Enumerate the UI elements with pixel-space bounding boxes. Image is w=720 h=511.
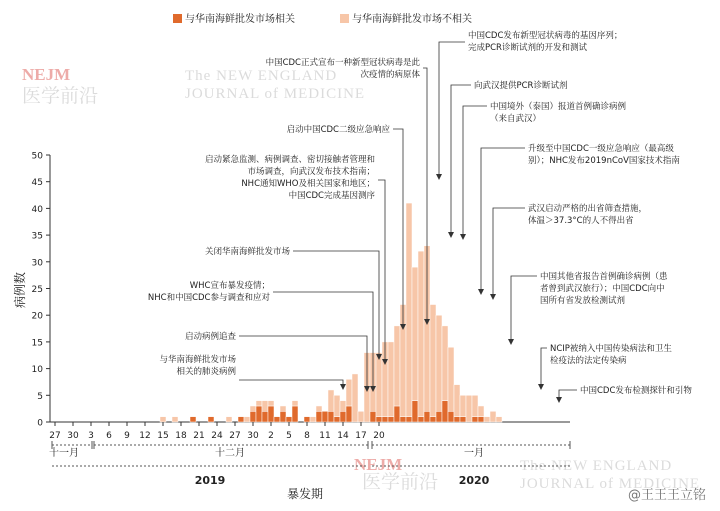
bar-related: [208, 417, 214, 422]
bar-unrelated: [460, 395, 466, 416]
bar-unrelated: [376, 353, 382, 417]
annotation-text: 关闭华南海鲜批发市场: [204, 247, 290, 257]
bar-related: [382, 417, 388, 422]
nejm-watermark-top: [22, 65, 365, 107]
bar-related: [280, 411, 286, 422]
annotation-text: 升级至中国CDC一级应急响应（最高级: [528, 144, 674, 154]
legend-swatch-related: [173, 14, 182, 23]
nejm-cn-bottom: 医学前沿: [362, 471, 439, 493]
annotation-text: 中国CDC发布检测探针和引物: [580, 386, 692, 396]
bar-unrelated: [496, 417, 502, 422]
annotation: [538, 343, 672, 390]
annotation-text: 中国其他省报告首例确诊病例（患: [540, 272, 668, 282]
bar-unrelated: [478, 406, 484, 417]
bar-related: [436, 411, 442, 422]
bar-unrelated: [358, 411, 364, 422]
bar-related: [454, 417, 460, 422]
x-tick-label: 17: [355, 431, 367, 441]
annotation-arrowhead: [508, 339, 514, 345]
x-tick-label: 5: [286, 431, 292, 441]
y-tick-label: 25: [31, 285, 43, 295]
annotation-arrowhead: [448, 232, 454, 238]
bar-related: [268, 406, 274, 422]
bar-unrelated: [466, 395, 472, 422]
bar-related: [406, 417, 412, 422]
bar-unrelated: [442, 326, 448, 401]
month-label-nov: 十一月: [49, 448, 79, 459]
bar-related: [478, 417, 484, 422]
annotation-arrowhead: [340, 384, 346, 390]
annotation-leader: [393, 129, 403, 325]
x-axis-label: 暴发期: [286, 487, 324, 501]
annotation-arrowhead: [478, 289, 484, 295]
annotation-leader: [239, 380, 343, 385]
x-tick-label: 20: [373, 431, 385, 441]
annotation-text: 中国CDC完成基因测序: [288, 191, 375, 201]
annotation-arrowhead: [490, 294, 496, 300]
legend-swatch-unrelated: [340, 14, 349, 23]
bar-related: [238, 417, 244, 422]
y-tick-label: 20: [31, 311, 43, 322]
bar-unrelated: [310, 417, 316, 422]
bar-unrelated: [262, 401, 268, 412]
annotation-text: 别）；NHC发布2019nCoV国家技术指南: [528, 156, 680, 166]
y-tick-label: 0: [37, 418, 43, 429]
bar-related: [316, 411, 322, 422]
y-tick-label: 50: [31, 151, 43, 162]
x-tick-label: 3: [88, 431, 94, 441]
annotation: [205, 246, 382, 360]
legend-label-related: 与华南海鲜批发市场相关: [185, 14, 295, 25]
bar-unrelated: [226, 417, 232, 422]
bar-related: [250, 411, 256, 422]
x-tick-label: 27: [49, 431, 61, 441]
legend-label-unrelated: 与华南海鲜批发市场不相关: [352, 14, 472, 25]
bar-unrelated: [490, 411, 496, 422]
bar-unrelated: [436, 315, 442, 411]
bar-related: [340, 411, 346, 422]
bar-unrelated: [292, 401, 298, 406]
x-tick-label: 18: [175, 431, 187, 441]
annotation-text: 启动病例追查: [184, 332, 236, 342]
bar-unrelated: [352, 374, 358, 422]
x-tick-label: 21: [193, 431, 205, 441]
annotation-leader: [439, 42, 465, 175]
annotation-arrowhead: [556, 397, 562, 403]
annotation-leader: [273, 292, 373, 387]
bar-related: [394, 406, 400, 422]
bar-related: [448, 411, 454, 422]
annotation-leader: [293, 251, 379, 355]
annotation-text: 中国CDC发布新型冠状病毒的基因序列；: [468, 31, 623, 41]
bar-unrelated: [412, 267, 418, 401]
bar-related: [430, 417, 436, 422]
y-tick-label: 5: [37, 391, 43, 402]
bar-related: [370, 411, 376, 422]
x-tick-label: 8: [304, 431, 310, 441]
bar-unrelated: [244, 417, 250, 422]
annotation-text: 次疫情的病原体: [360, 70, 420, 80]
bar-related: [328, 411, 334, 422]
bar-related: [190, 417, 196, 422]
journal-line2-bottom: JOURNAL of MEDICINE: [520, 476, 701, 492]
annotation-leader: [541, 348, 547, 385]
bar-unrelated: [316, 406, 322, 411]
y-tick-label: 10: [31, 365, 43, 376]
annotation: [508, 271, 668, 345]
x-tick-label: 9: [124, 431, 130, 441]
legend: [173, 12, 472, 25]
month-label-dec: 十二月: [215, 448, 245, 459]
journal-line1-top: The NEW ENGLAND: [185, 68, 338, 84]
bar-related: [460, 417, 466, 422]
bar-unrelated: [340, 401, 346, 412]
weibo-credit: @王王王立铭: [627, 488, 706, 503]
year-label-2019: 2019: [194, 474, 226, 487]
bar-related: [472, 417, 478, 422]
x-ticks: [49, 422, 385, 441]
annotation-leader: [559, 390, 577, 398]
bar-unrelated: [256, 401, 262, 406]
x-tick-label: 24: [211, 431, 223, 441]
annotation-text: 启动中国CDC二级应急响应: [286, 125, 390, 135]
bar-related: [442, 401, 448, 422]
x-tick-label: 30: [247, 431, 259, 441]
bar-unrelated: [328, 390, 334, 411]
bar-unrelated: [484, 417, 490, 422]
annotation-text: 中国境外（泰国）报道首例确诊病例: [490, 102, 627, 112]
nejm-cn-top: 医学前沿: [22, 85, 99, 107]
x-tick-label: 2: [268, 431, 274, 441]
annotation-leader: [451, 85, 471, 233]
bar-related: [262, 411, 268, 422]
bar-related: [412, 401, 418, 422]
bar-unrelated: [472, 395, 478, 416]
annotation-leader: [511, 276, 537, 340]
annotation-text: 体温＞37.3°C的人不得出省: [528, 216, 634, 226]
x-tick-label: 15: [157, 431, 169, 441]
y-tick-label: 45: [31, 178, 43, 189]
bar-related: [376, 417, 382, 422]
bar-unrelated: [160, 417, 166, 422]
bar-unrelated: [448, 347, 454, 411]
annotation-text: 武汉启动严格的出省筛查措施，: [528, 204, 648, 214]
annotation-text: 完成PCR诊断试剂的开发和测试: [468, 43, 587, 53]
x-tick-label: 30: [67, 431, 79, 441]
bar-unrelated: [280, 406, 286, 411]
bar-unrelated: [172, 417, 178, 422]
annotation-text: 者曾到武汉旅行）；中国CDC向中: [540, 284, 665, 294]
bar-related: [274, 417, 280, 422]
y-tick-label: 35: [31, 231, 43, 242]
annotation-text: （来自武汉）: [490, 114, 542, 124]
annotation-leader: [463, 106, 487, 235]
journal-line1-bottom: The NEW ENGLAND: [520, 458, 673, 474]
annotation-text: 检疫法的法定传染病: [550, 356, 627, 366]
bar-related: [334, 417, 340, 422]
y-tick-label: 30: [31, 258, 43, 269]
annotation-text: 与华南海鲜批发市场: [159, 355, 236, 365]
bar-unrelated: [250, 406, 256, 411]
annotation-text: WHC宣布暴发疫情；: [189, 281, 270, 291]
bar-related: [256, 406, 262, 422]
annotation-arrowhead: [460, 234, 466, 240]
annotation-arrowhead: [436, 174, 442, 180]
nejm-logo-top: NEJM: [22, 65, 71, 84]
bar-related: [346, 406, 352, 422]
bar-unrelated: [268, 401, 274, 406]
month-brackets: [52, 441, 570, 466]
bar-related: [400, 417, 406, 422]
bar-related: [424, 411, 430, 422]
y-ticks: [32, 152, 50, 429]
bar-related: [304, 417, 310, 422]
bar-unrelated: [394, 326, 400, 406]
annotation-leader: [493, 208, 525, 295]
month-label-jan: 一月: [464, 448, 484, 459]
y-tick-label: 40: [31, 204, 43, 215]
annotation-text: NCIP被纳入中国传染病法和卫生: [550, 344, 672, 354]
annotation-text: 相关的肺炎病例: [176, 367, 236, 377]
nejm-logo-bottom: NEJM: [354, 455, 403, 474]
year-label-2020: 2020: [458, 474, 490, 487]
annotation-leader: [481, 148, 525, 290]
y-tick-label: 15: [31, 338, 43, 349]
bar-unrelated: [346, 379, 352, 406]
x-tick-label: 11: [319, 431, 331, 441]
x-tick-label: 6: [106, 431, 112, 441]
bar-unrelated: [454, 385, 460, 417]
annotation-text: 市场调查，向武汉发布技术指南；: [247, 167, 375, 177]
annotation-text: 启动紧急监测、病例调查、密切接触者管理和: [204, 155, 375, 165]
x-tick-label: 14: [337, 431, 349, 441]
bar-unrelated: [418, 251, 424, 417]
annotation: [159, 354, 346, 390]
bar-unrelated: [334, 395, 340, 416]
bar-unrelated: [388, 342, 394, 417]
bar-related: [292, 406, 298, 422]
bar-unrelated: [406, 203, 412, 417]
bar-related: [286, 417, 292, 422]
x-tick-label: 12: [139, 431, 151, 441]
bar-related: [388, 417, 394, 422]
annotation-arrowhead: [538, 384, 544, 390]
annotation-text: 中国CDC正式宣布一种新型冠状病毒是此: [265, 58, 420, 68]
journal-line2-top: JOURNAL of MEDICINE: [185, 86, 366, 102]
bar-unrelated: [430, 305, 436, 417]
annotation-text: NHC和中国CDC参与调查和应对: [147, 293, 270, 303]
annotation: [556, 385, 692, 403]
annotation-text: 国所有省发放检测试剂: [540, 296, 626, 306]
bar-related: [418, 417, 424, 422]
x-tick-label: 27: [229, 431, 241, 441]
bar-related: [322, 411, 328, 422]
annotation-text: NHC通知WHO及相关国家和地区；: [241, 179, 375, 189]
annotation-text: 向武汉提供PCR诊断试剂: [474, 81, 568, 91]
y-axis-label: 病例数: [13, 271, 27, 309]
